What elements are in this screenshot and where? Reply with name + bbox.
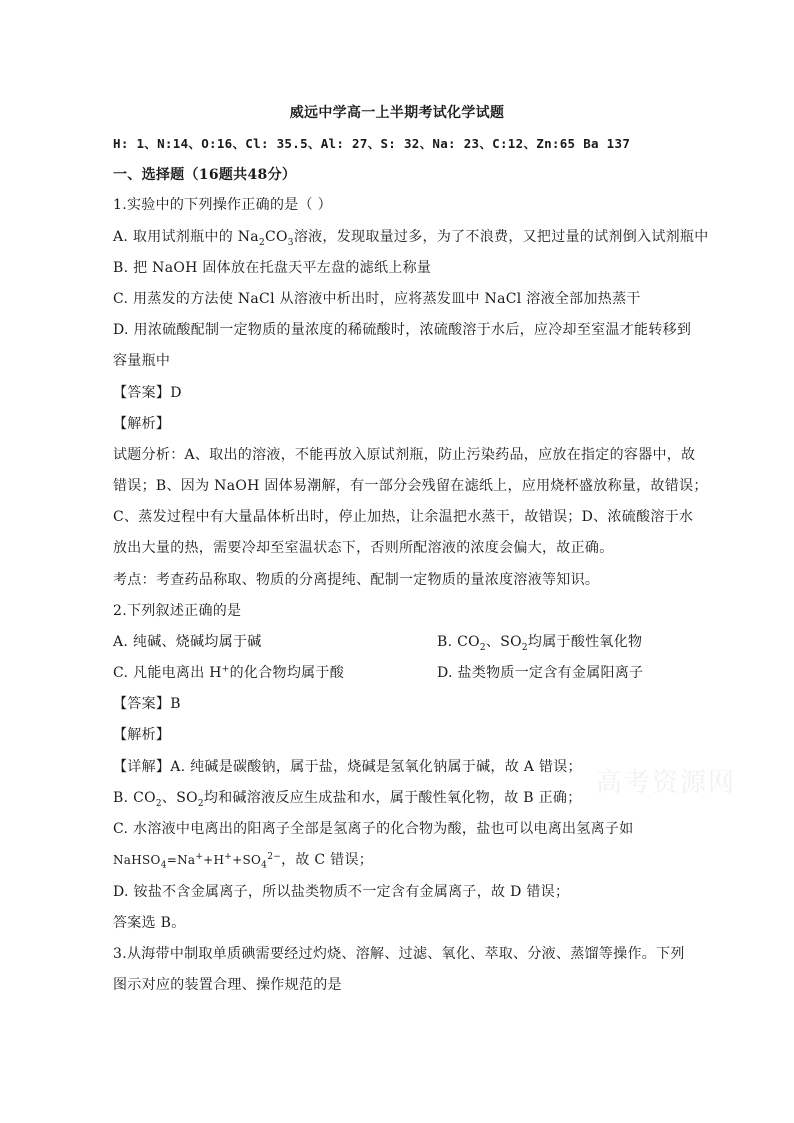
q2-detail-c: C. 水溶液中电离出的阳离子全部是氢离子的化合物为酸，盐也可以电离出氢离子如 bbox=[113, 821, 634, 837]
q2-detail-b: B. $CO_2$、$SO_2$均和碱溶液反应生成盐和水，属于酸性氧化物，故 B 正确； bbox=[113, 790, 582, 809]
watermark: 高考资源网 bbox=[596, 768, 737, 798]
q2-option-b: B. $CO_2$、$SO_2$均属于酸性氧化物 bbox=[437, 634, 643, 653]
q2-ionization-equation: $NaHSO_4=Na^++H^++SO_4^{2-}$，故 C 错误； bbox=[113, 852, 374, 871]
q1-kaodian: 考点：考查药品称取、物质的分离提纯、配制一定物质的量浓度溶液等知识。 bbox=[113, 572, 600, 588]
q1-analysis-label: 【解析】 bbox=[113, 416, 171, 432]
q1-option-d-line1: D. 用浓硫酸配制一定物质的量浓度的稀硫酸时，浓硫酸溶于水后，应冷却至室温才能转移到 bbox=[113, 322, 692, 338]
q2-answer: 【答案】B bbox=[113, 696, 181, 712]
q1-option-b: B. 把 NaOH 固体放在托盘天平左盘的滤纸上称量 bbox=[113, 260, 432, 276]
q2-option-a: A. 纯碱、烧碱均属于碱 bbox=[113, 634, 262, 650]
q2-option-d: D. 盐类物质一定含有金属阳离子 bbox=[437, 665, 644, 681]
q1-analysis-line2: 错误；B、因为 NaOH 固体易潮解，有一部分会残留在滤纸上，应用烧杯盛放称量，故错误； bbox=[113, 478, 708, 494]
q2-stem: 2.下列叙述正确的是 bbox=[113, 603, 242, 619]
q1-analysis-line3: C、蒸发过程中有大量晶体析出时，停止加热，让余温把水蒸干，故错误；D、浓硫酸溶于水 bbox=[113, 509, 694, 525]
q2-detail-a: 【详解】A. 纯碱是碳酸钠，属于盐，烧碱是氢氧化钠属于碱，故 A 错误； bbox=[113, 759, 582, 775]
q1-answer: 【答案】D bbox=[113, 385, 182, 401]
q1-option-d-line2: 容量瓶中 bbox=[113, 353, 171, 369]
q1-option-c: C. 用蒸发的方法使 NaCl 从溶液中析出时，应将蒸发皿中 NaCl 溶液全部加热蒸干 bbox=[113, 291, 641, 307]
page-title: 威远中学高一上半期考试化学试题 bbox=[289, 105, 505, 121]
section-heading: 一、选择题（16题共48分） bbox=[113, 167, 297, 183]
q3-stem-line1: 3.从海带中制取单质碘需要经过灼烧、溶解、过滤、氧化、萃取、分液、蒸馏等操作。下列 bbox=[113, 946, 685, 962]
q2-detail-d: D. 铵盐不含金属离子，所以盐类物质不一定含有金属离子，故 D 错误； bbox=[113, 884, 570, 900]
q1-option-a: A. 取用试剂瓶中的 $Na_2CO_3$溶液，发现取量过多，为了不浪费，又把过量的试剂倒入试剂瓶中 bbox=[113, 229, 709, 248]
q2-analysis-label: 【解析】 bbox=[113, 727, 171, 743]
q2-conclusion: 答案选 B。 bbox=[113, 915, 186, 931]
q3-stem-line2: 图示对应的装置合理、操作规范的是 bbox=[113, 977, 342, 993]
q1-analysis-line4: 放出大量的热，需要冷却至室温状态下，否则所配溶液的浓度会偏大，故正确。 bbox=[113, 540, 614, 556]
q1-stem: 1.实验中的下列操作正确的是（ ） bbox=[113, 197, 332, 213]
atomic-masses: H: 1、N:14、O:16、Cl: 35.5、Al: 27、S: 32、Na: 23、C:12、Zn:65 Ba 137 bbox=[113, 136, 631, 151]
q1-analysis-line1: 试题分析：A、取出的溶液，不能再放入原试剂瓶，防止污染药品，应放在指定的容器中，故 bbox=[113, 447, 696, 463]
q2-option-c: C. 凡能电离出 H+的化合物均属于酸 bbox=[113, 664, 345, 681]
